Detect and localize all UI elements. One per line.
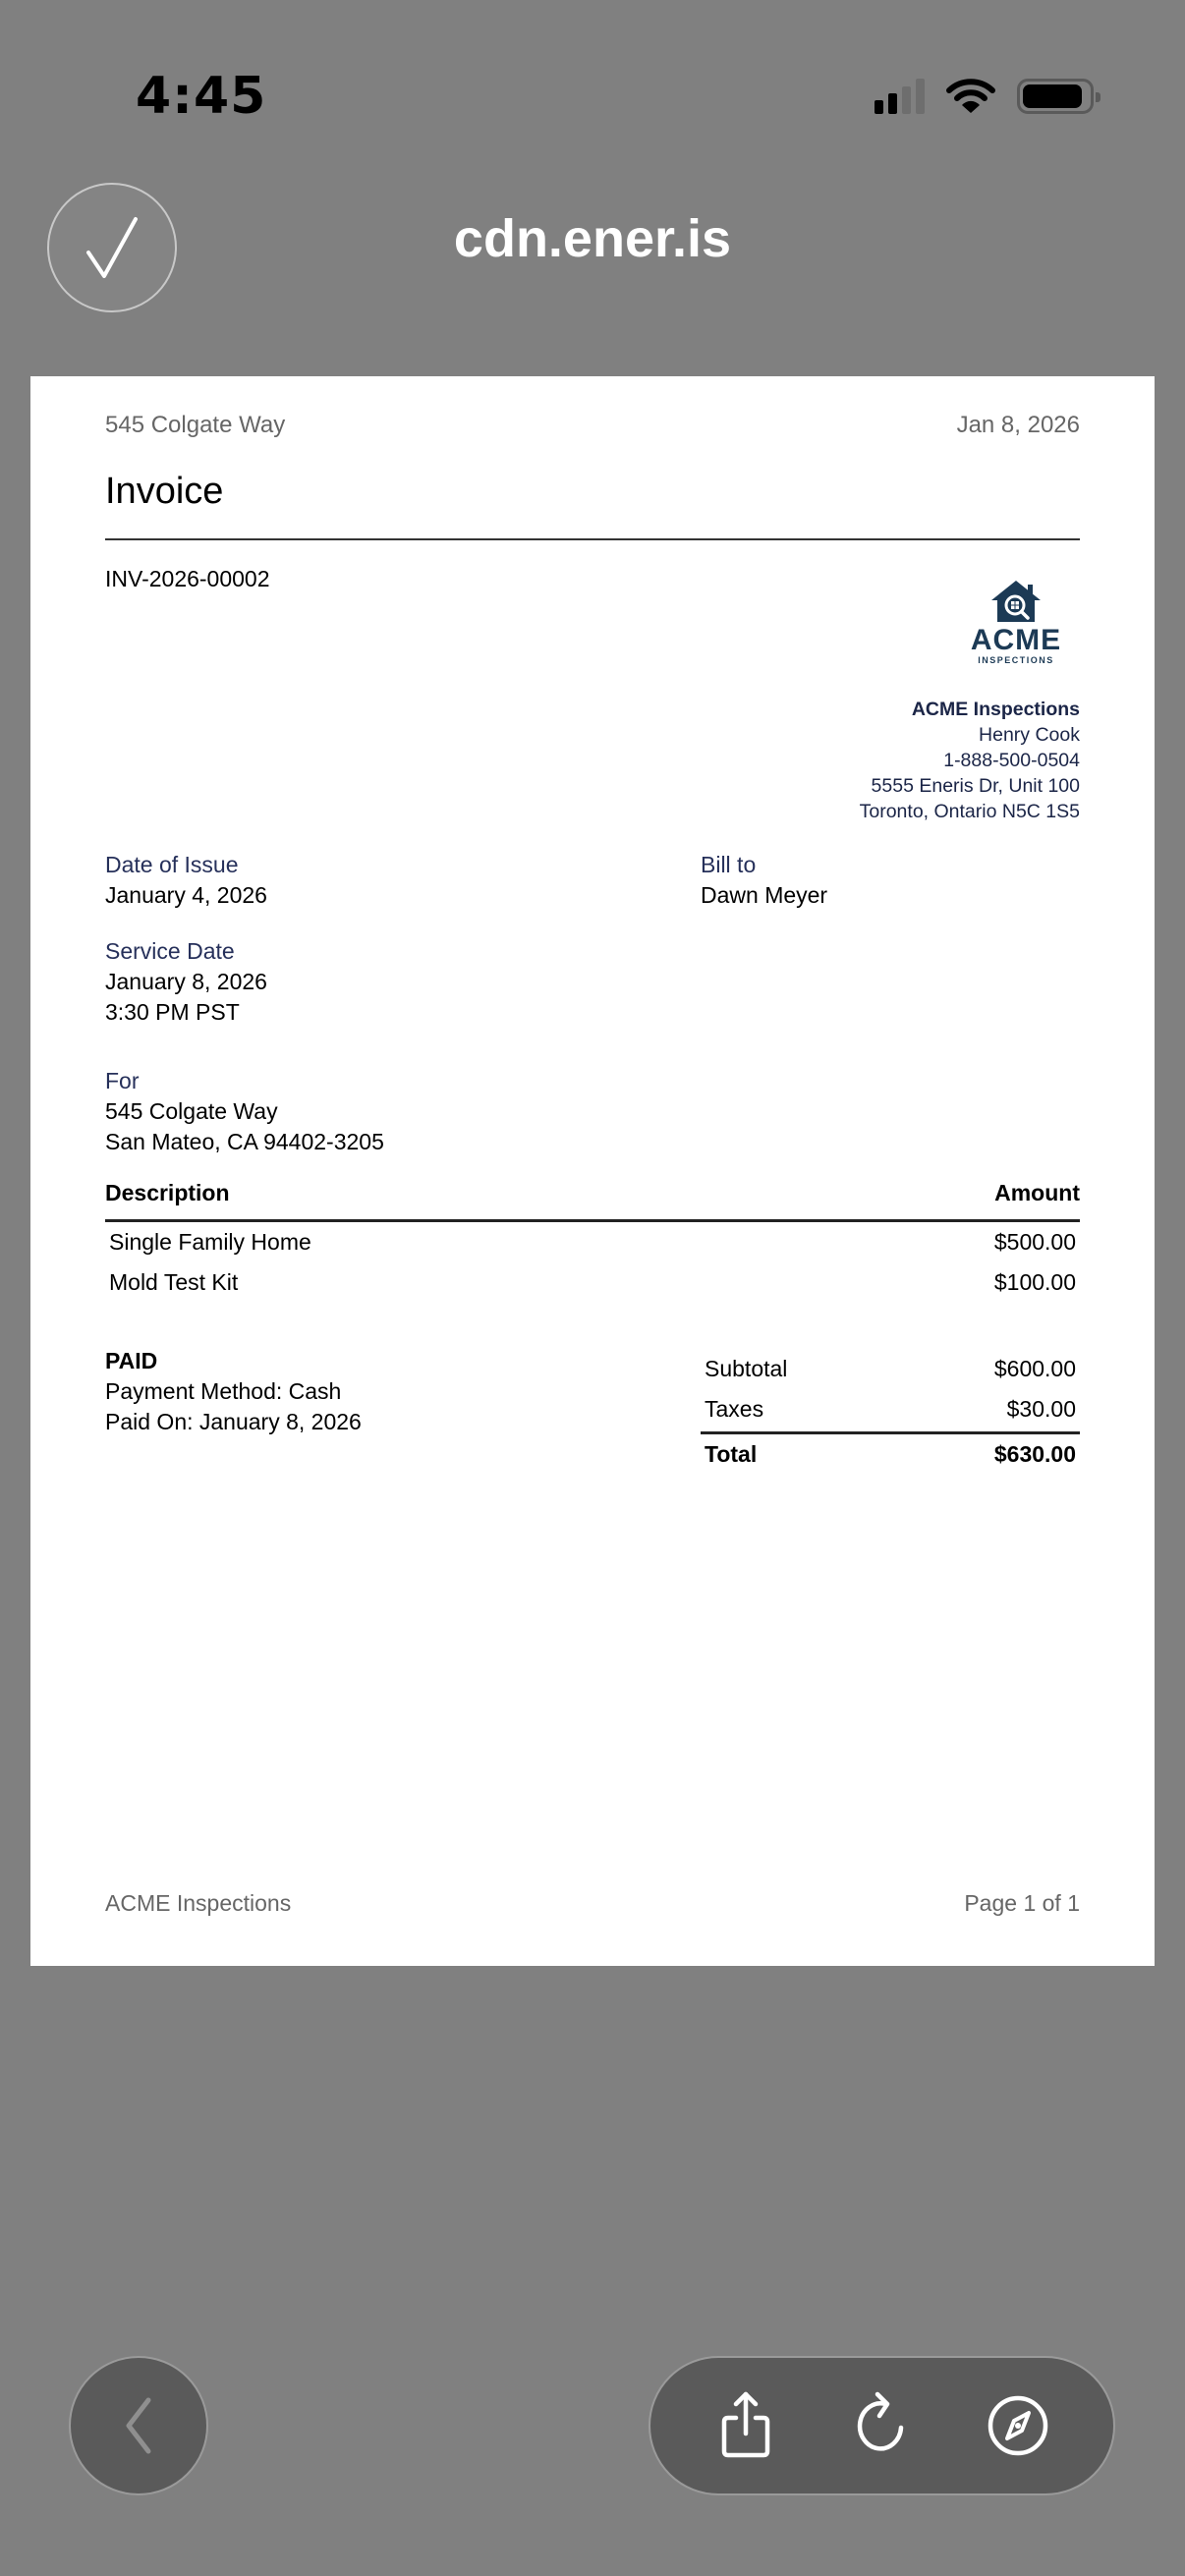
total-value: $630.00 <box>993 1441 1076 1467</box>
item-amount: $500.00 <box>993 1229 1076 1255</box>
cellular-signal-icon <box>875 79 925 114</box>
bill-to <box>701 850 827 911</box>
chevron-left-icon <box>119 2394 158 2457</box>
subtotal-label: Subtotal <box>705 1356 788 1381</box>
line-items-header <box>105 1180 1080 1206</box>
footer-company: ACME Inspections <box>105 1890 292 1916</box>
service-location <box>105 1066 1080 1157</box>
company-name: ACME Inspections <box>911 699 1080 720</box>
share-icon <box>716 2390 775 2461</box>
total-row <box>701 1434 1080 1475</box>
company-logo <box>972 579 1060 665</box>
for-label: For <box>105 1068 140 1093</box>
status-time: 4:45 <box>136 67 267 126</box>
invoice-page <box>30 376 1155 1966</box>
for-address-line1: 545 Colgate Way <box>105 1098 278 1124</box>
invoice-number: INV-2026-00002 <box>105 566 270 591</box>
battery-icon <box>1017 79 1094 114</box>
taxes-row <box>701 1389 1080 1429</box>
company-address-line1: 5555 Eneris Dr, Unit 100 <box>871 775 1080 797</box>
date-of-issue-label: Date of Issue <box>105 852 239 877</box>
item-amount: $100.00 <box>993 1269 1076 1295</box>
date-of-issue <box>105 850 1080 911</box>
back-button[interactable] <box>69 2356 208 2495</box>
reload-icon <box>852 2390 911 2461</box>
logo-subtitle: INSPECTIONS <box>978 655 1054 665</box>
subtotal-row <box>701 1349 1080 1389</box>
subtotal-value: $600.00 <box>993 1356 1076 1381</box>
totals <box>701 1349 1080 1475</box>
bill-to-value: Dawn Meyer <box>701 882 828 908</box>
taxes-value: $30.00 <box>1006 1396 1076 1422</box>
service-date <box>105 936 1080 1028</box>
reload-button[interactable] <box>842 2386 921 2465</box>
house-magnifier-icon <box>989 579 1043 624</box>
company-contact: Henry Cook <box>979 724 1080 746</box>
item-description: Mold Test Kit <box>109 1269 239 1295</box>
payment-method: Payment Method: Cash <box>105 1378 342 1404</box>
bill-to-label: Bill to <box>701 852 757 877</box>
service-date-label: Service Date <box>105 938 235 964</box>
divider <box>105 538 1080 540</box>
logo-wordmark: ACME <box>970 624 1062 656</box>
site-title: cdn.ener.is <box>453 209 732 268</box>
company-info <box>105 697 1080 824</box>
compass-icon <box>986 2393 1050 2458</box>
share-button[interactable] <box>706 2386 785 2465</box>
page-title: Invoice <box>105 471 224 512</box>
divider <box>105 1219 1080 1222</box>
column-header-description: Description <box>105 1180 230 1205</box>
item-description: Single Family Home <box>109 1229 311 1255</box>
for-address-line2: San Mateo, CA 94402-3205 <box>105 1129 384 1154</box>
header-date: Jan 8, 2026 <box>956 412 1080 438</box>
taxes-label: Taxes <box>705 1396 764 1422</box>
service-time-value: 3:30 PM PST <box>105 999 240 1025</box>
service-date-value: January 8, 2026 <box>105 969 267 994</box>
wifi-icon <box>946 78 995 115</box>
browser-toolbar <box>649 2356 1115 2495</box>
total-label: Total <box>705 1441 758 1467</box>
company-address-line2: Toronto, Ontario N5C 1S5 <box>859 801 1080 822</box>
table-row <box>105 1229 1080 1256</box>
header-address: 545 Colgate Way <box>105 412 286 438</box>
open-in-safari-button[interactable] <box>979 2386 1057 2465</box>
column-header-amount: Amount <box>994 1180 1080 1205</box>
status-icons <box>875 75 1094 118</box>
date-of-issue-value: January 4, 2026 <box>105 882 267 908</box>
payment-status: PAID <box>105 1348 158 1373</box>
table-row <box>105 1269 1080 1296</box>
footer-page-number: Page 1 of 1 <box>964 1890 1080 1916</box>
company-phone: 1-888-500-0504 <box>943 750 1080 771</box>
paid-on: Paid On: January 8, 2026 <box>105 1409 362 1434</box>
